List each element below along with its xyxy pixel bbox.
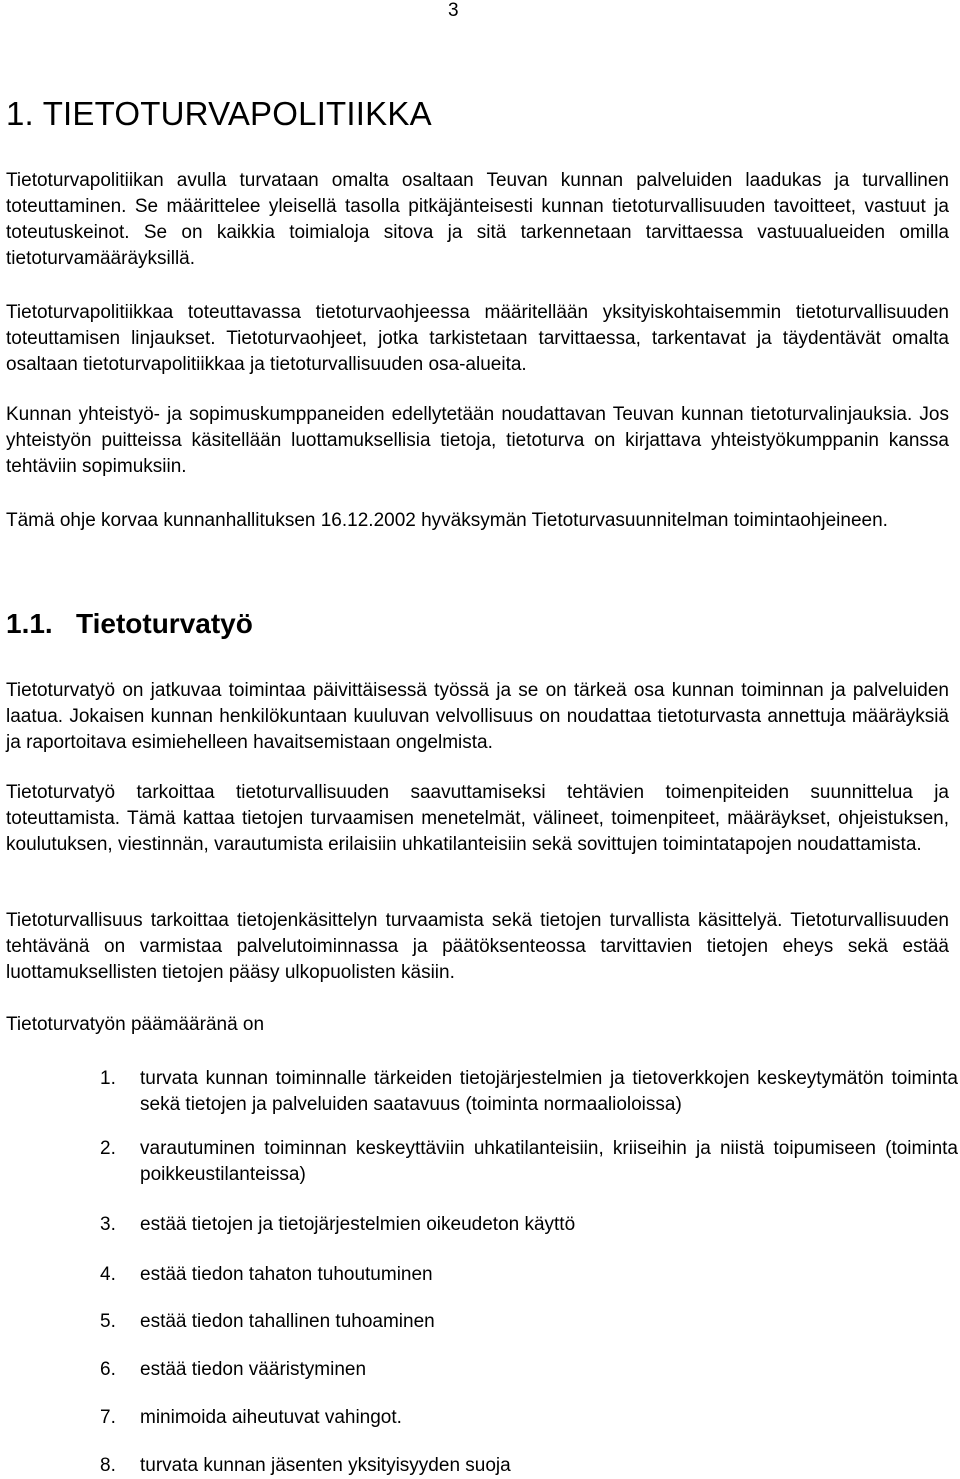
list-item	[100, 1405, 958, 1431]
list-item-number: 2.	[100, 1138, 116, 1159]
list-item-text: estää tiedon tahaton tuhoutuminen	[140, 1264, 433, 1285]
list-item-text: estää tiedon tahallinen tuhoaminen	[140, 1311, 435, 1332]
list-item-number: 6.	[100, 1359, 116, 1380]
paragraph-goals-intro: Tietoturvatyön päämääränä on	[6, 1014, 265, 1035]
page-number: 3	[448, 0, 459, 21]
list-item-number: 1.	[100, 1068, 116, 1089]
list-item	[100, 1212, 958, 1238]
paragraph-replaces: Tämä ohje korvaa kunnanhallituksen 16.12.2002 hyväksymän Tietoturvasuunnitelman toimintaohjeineen.	[6, 510, 888, 531]
paragraph-work-meaning: Tietoturvatyö tarkoittaa tietoturvallisuuden saavuttamiseksi tehtävien toimenpiteiden suunnittelua ja toteuttamista. Tämä kattaa tietojen turvaamisen menetelmät, välineet, toimenpiteet, määräykset, ohjeistuksen, koulutuksen, viestinnän, varautumista erilaisiin uhkatilanteisiin sekä sovittujen toimintatapojen noudattamista.	[6, 782, 949, 855]
list-item	[100, 1453, 958, 1479]
section-number: 1.1.	[6, 608, 53, 639]
list-item-number: 5.	[100, 1311, 116, 1332]
section-title: Tietoturvatyö	[76, 608, 253, 639]
list-item-number: 8.	[100, 1455, 116, 1476]
list-item-number: 7.	[100, 1407, 116, 1428]
paragraph-intro: Tietoturvapolitiikan avulla turvataan omalta osaltaan Teuvan kunnan palveluiden laadukas ja turvallinen toteuttaminen. Se määrittelee yleisellä tasolla pitkäjänteisesti kunnan tietoturvallisuuden tavoitteet, vastuut ja toteutuskeinot. Se on kaikkia toimialoja sitova ja sitä tarkennetaan tarvittaessa vastuualueiden omilla tietoturvamääräyksillä.	[6, 170, 949, 269]
list-item-number: 3.	[100, 1214, 116, 1235]
paragraph-guidelines: Tietoturvapolitiikkaa toteuttavassa tietoturvaohjeessa määritellään yksityiskohtaisemmin tietoturvallisuuden toteuttamisen linjaukset. Tietoturvaohjeet, jotka tarkistetaan tarvittaessa, tarkentavat ja täydentävät omalta osaltaan tietoturvapolitiikkaa ja tietoturvallisuuden osa-alueita.	[6, 302, 949, 375]
list-item	[100, 1357, 958, 1383]
list-item-text: turvata kunnan jäsenten yksityisyyden suoja	[140, 1455, 511, 1476]
list-item-text: estää tietojen ja tietojärjestelmien oikeudeton käyttö	[140, 1214, 576, 1235]
list-item	[100, 1136, 958, 1188]
section-heading	[6, 604, 253, 644]
list-item-text: minimoida aiheutuvat vahingot.	[140, 1407, 402, 1428]
list-item-text: turvata kunnan toiminnalle tärkeiden tietojärjestelmien ja tietoverkkojen keskeytymätön toiminta sekä tietojen ja palveluiden saatavuus (toiminta normaalioloissa)	[140, 1068, 958, 1115]
paragraph-security-meaning: Tietoturvallisuus tarkoittaa tietojenkäsittelyn turvaamista sekä tietojen turvallista käsittelyä. Tietoturvallisuuden tehtävänä on varmistaa palvelutoiminnassa ja päätöksenteossa tarvittavien tietojen eheys sekä estää luottamuksellisten tietojen pääsy ulkopuolisten käsiin.	[6, 910, 949, 983]
list-item-number: 4.	[100, 1264, 116, 1285]
paragraph-partners: Kunnan yhteistyö- ja sopimuskumppaneiden edellytetään noudattavan Teuvan kunnan tietoturvalinjauksia. Jos yhteistyön puitteissa käsitellään luottamuksellisia tietoja, tietoturva on kirjattava yhteistyökumppanin kanssa tehtäviin sopimuksiin.	[6, 404, 949, 477]
main-heading: 1. TIETOTURVAPOLITIIKKA	[6, 95, 432, 132]
list-item-text: estää tiedon vääristyminen	[140, 1359, 367, 1380]
list-item	[100, 1066, 958, 1118]
list-item	[100, 1262, 958, 1288]
paragraph-work: Tietoturvatyö on jatkuvaa toimintaa päivittäisessä työssä ja se on tärkeä osa kunnan toiminnan ja palveluiden laatua. Jokaisen kunnan henkilökuntaan kuuluvan velvollisuus on noudattaa tietoturvasta annettuja määräyksiä ja raportoitava esimiehelleen havaitsemistaan ongelmista.	[6, 680, 949, 753]
list-item	[100, 1309, 958, 1335]
list-item-text: varautuminen toiminnan keskeyttäviin uhkatilanteisiin, kriiseihin ja niistä toipumiseen (toiminta poikkeustilanteissa)	[140, 1138, 958, 1185]
